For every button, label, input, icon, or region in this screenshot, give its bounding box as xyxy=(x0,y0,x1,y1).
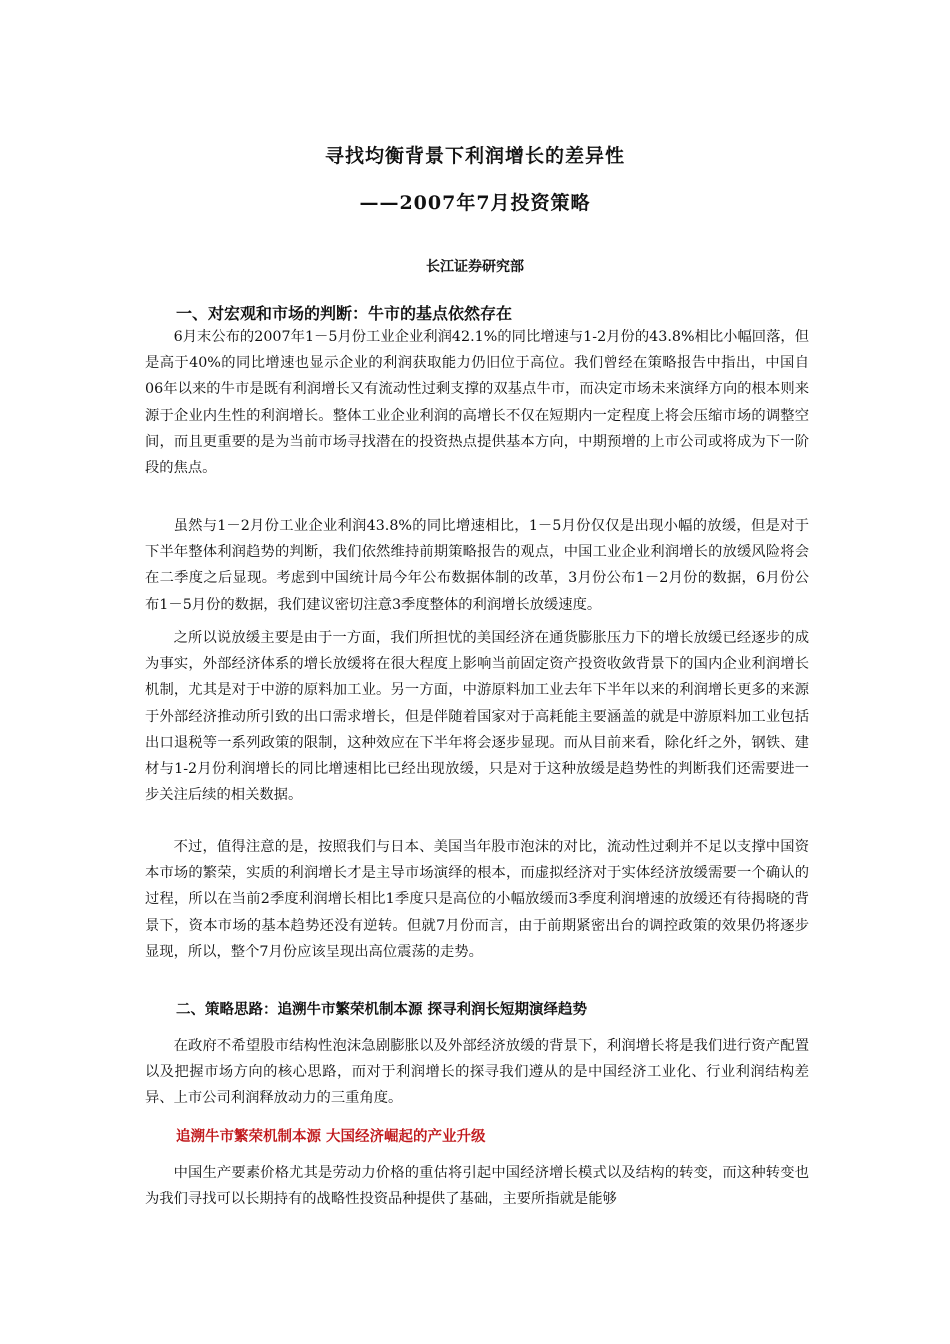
section2-paragraph-2: 中国生产要素价格尤其是劳动力价格的重估将引起中国经济增长模式以及结构的转变，而这种转变也为我们寻找可以长期持有的战略性投资品种提供了基础，主要所指就是能够 xyxy=(145,1165,809,1208)
section1-heading: 一、对宏观和市场的判断：牛市的基点依然存在 xyxy=(176,304,513,323)
section2-paragraph-1: 在政府不希望股市结构性泡沫急剧膨胀以及外部经济放缓的背景下，利润增长将是我们进行资产配置以及把握市场方向的核心思路，而对于利润增长的探寻我们遵从的是中国经济工业化、行业利润结构差异、上市公司利润释放动力的三重角度。 xyxy=(145,1038,809,1107)
section2-heading: 二、策略思路：追溯牛市繁荣机制本源 探寻利润长短期演绎趋势 xyxy=(176,1001,588,1018)
document-subtitle: ——2007年7月投资策略 xyxy=(359,192,591,214)
section1-paragraph-2: 虽然与1－2月份工业企业利润43.8%的同比增速相比，1－5月份仅仅是出现小幅的放缓，但是对于下半年整体利润趋势的判断，我们依然维持前期策略报告的观点，中国工业企业利润增长的放缓风险将会在二季度之后显现。考虑到中国统计局今年公布数据体制的改革，3月份公布1－2月份的数据，6月份公布1－5月份的数据，我们建议密切注意3季度整体的利润增长放缓速度。 xyxy=(145,518,809,613)
section1-paragraph-3: 之所以说放缓主要是由于一方面，我们所担忧的美国经济在通货膨胀压力下的增长放缓已经逐步的成为事实，外部经济体系的增长放缓将在很大程度上影响当前固定资产投资收敛背景下的国内企业利润增长机制，尤其是对于中游的原料加工业。另一方面，中游原料加工业去年下半年以来的利润增长更多的来源于外部经济推动所引致的出口需求增长，但是伴随着国家对于高耗能主要涵盖的就是中游原料加工业包括出口退税等一系列政策的限制，这种效应在下半年将会逐步显现。而从目前来看，除化纤之外，钢铁、建材与1-2月份利润增长的同比增速相比已经出现放缓，只是对于这种放缓是趋势性的判断我们还需要进一步关注后续的相关数据。 xyxy=(145,630,809,804)
section1-paragraph-4: 不过，值得注意的是，按照我们与日本、美国当年股市泡沫的对比，流动性过剩并不足以支撑中国资本市场的繁荣，实质的利润增长才是主导市场演绎的根本，而虚拟经济对于实体经济放缓需要一个确认的过程，所以在当前2季度利润增长相比1季度只是高位的小幅放缓而3季度利润增速的放缓还有待揭晓的背景下，资本市场的基本趋势还没有逆转。但就7月份而言，由于前期紧密出台的调控政策的效果仍将逐步显现，所以，整个7月份应该呈现出高位震荡的走势。 xyxy=(145,839,809,960)
section1-paragraph-1: 6月末公布的2007年1－5月份工业企业利润42.1%的同比增速与1-2月份的43.8%相比小幅回落，但是高于40%的同比增速也显示企业的利润获取能力仍旧位于高位。我们曾经在策略报告中指出，中国自06年以来的牛市是既有利润增长又有流动性过剩支撑的双基点牛市，而决定市场未来演绎方向的根本则来源于企业内生性的利润增长。整体工业企业利润的高增长不仅在短期内一定程度上将会压缩市场的调整空间，而且更重要的是为当前市场寻找潜在的投资热点提供基本方向，中期预增的上市公司或将成为下一阶段的焦点。 xyxy=(145,329,809,477)
document-title: 寻找均衡背景下利润增长的差异性 xyxy=(324,145,625,167)
author-line: 长江证券研究部 xyxy=(426,259,524,275)
section2-subheading: 追溯牛市繁荣机制本源 大国经济崛起的产业升级 xyxy=(176,1128,486,1145)
